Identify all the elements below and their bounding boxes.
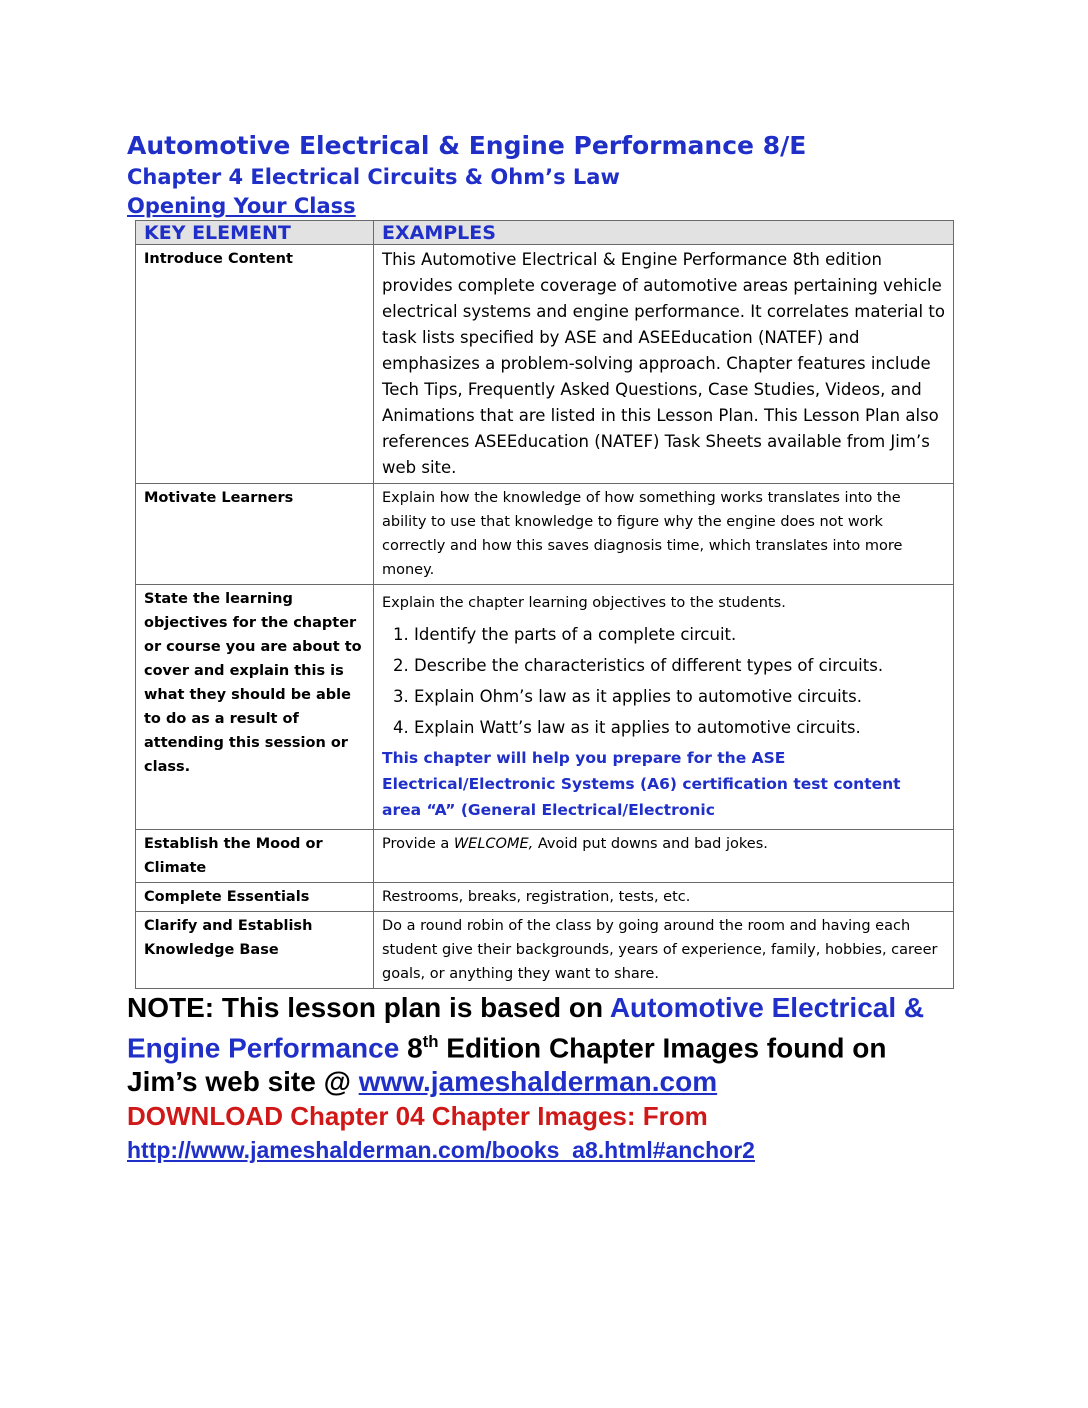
lesson-plan-note [127, 991, 957, 1099]
example-cell [374, 830, 954, 883]
key-element-cell: Introduce Content [136, 245, 374, 484]
key-element-cell: Complete Essentials [136, 883, 374, 912]
examples-header: EXAMPLES [374, 221, 954, 245]
key-element-cell: Clarify and Establish Knowledge Base [136, 912, 374, 989]
objectives-intro: Explain the chapter learning objectives to the students. [382, 595, 786, 611]
objective-item: 3. Explain Ohm’s law as it applies to automotive circuits. [414, 681, 945, 712]
example-cell: Restrooms, breaks, registration, tests, etc. [374, 883, 954, 912]
key-element-cell: Motivate Learners [136, 484, 374, 585]
section-title: Opening Your Class [127, 194, 356, 218]
table-row [136, 883, 954, 912]
chapter-title: Chapter 4 Electrical Circuits & Ohm’s Law [127, 165, 620, 189]
example-cell: This Automotive Electrical & Engine Performance 8th edition provides complete coverage of automotive areas pertaining vehicle electrical systems and engine performance. It correlates material to task lists specified by ASE and ASEEducation (NATEF) and emphasizes a problem-solving approach. Chapter features include Tech Tips, Frequently Asked Questions, Case Studies, Videos, and Animations that are listed in this Lesson Plan. This Lesson Plan also references ASEEducation (NATEF) Task Sheets available from Jim’s web site. [374, 245, 954, 484]
note-prefix: NOTE: This lesson plan is based on [127, 992, 610, 1023]
note-book-title: Automotive Electrical & Engine Performance [127, 992, 925, 1064]
key-element-header: KEY ELEMENT [136, 221, 374, 245]
objective-item: 1. Identify the parts of a complete circuit. [414, 619, 945, 650]
objective-item: 4. Explain Watt’s law as it applies to automotive circuits. [414, 712, 945, 743]
note-edition: 8 [399, 1032, 423, 1064]
example-cell [374, 585, 954, 830]
objectives-list [382, 619, 945, 743]
example-text: Avoid put downs and bad jokes. [533, 836, 768, 852]
lesson-plan-page [127, 130, 957, 1167]
example-cell: Explain how the knowledge of how something works translates into the ability to use that knowledge to figure why the engine does not work correctly and how this saves diagnosis time, which translates into more money. [374, 484, 954, 585]
table-row [136, 912, 954, 989]
note-edition-suffix: th [422, 1032, 439, 1051]
key-element-cell: State the learning objectives for the chapter or course you are about to cover and explain this is what they should be able to do as a result of attending this session or class. [136, 585, 374, 830]
download-link[interactable]: http://www.jameshalderman.com/books_a8.html#anchor2 [127, 1137, 755, 1164]
table-header-row [136, 221, 954, 245]
objective-item: 2. Describe the characteristics of different types of circuits. [414, 650, 945, 681]
lesson-table [135, 220, 954, 989]
table-row [136, 585, 954, 830]
example-cell: Do a round robin of the class by going around the room and having each student give their backgrounds, years of experience, family, hobbies, career goals, or anything they want to share. [374, 912, 954, 989]
welcome-emphasis: WELCOME, [453, 836, 534, 852]
ase-certification-note: This chapter will help you prepare for the ASE Electrical/Electronic Systems (A6) certification test content area “A” (General Electrical/Electronic [382, 749, 901, 819]
website-link[interactable]: www.jameshalderman.com [358, 1066, 718, 1098]
download-label: DOWNLOAD Chapter 04 Chapter Images: From [127, 1101, 708, 1132]
key-element-cell: Establish the Mood or Climate [136, 830, 374, 883]
table-row [136, 830, 954, 883]
table-row [136, 245, 954, 484]
table-row [136, 484, 954, 585]
note-mid: Edition Chapter Images found on Jim’s web site @ [127, 1032, 887, 1098]
example-text: Provide a [382, 836, 454, 852]
book-title: Automotive Electrical & Engine Performance 8/E [127, 131, 807, 160]
